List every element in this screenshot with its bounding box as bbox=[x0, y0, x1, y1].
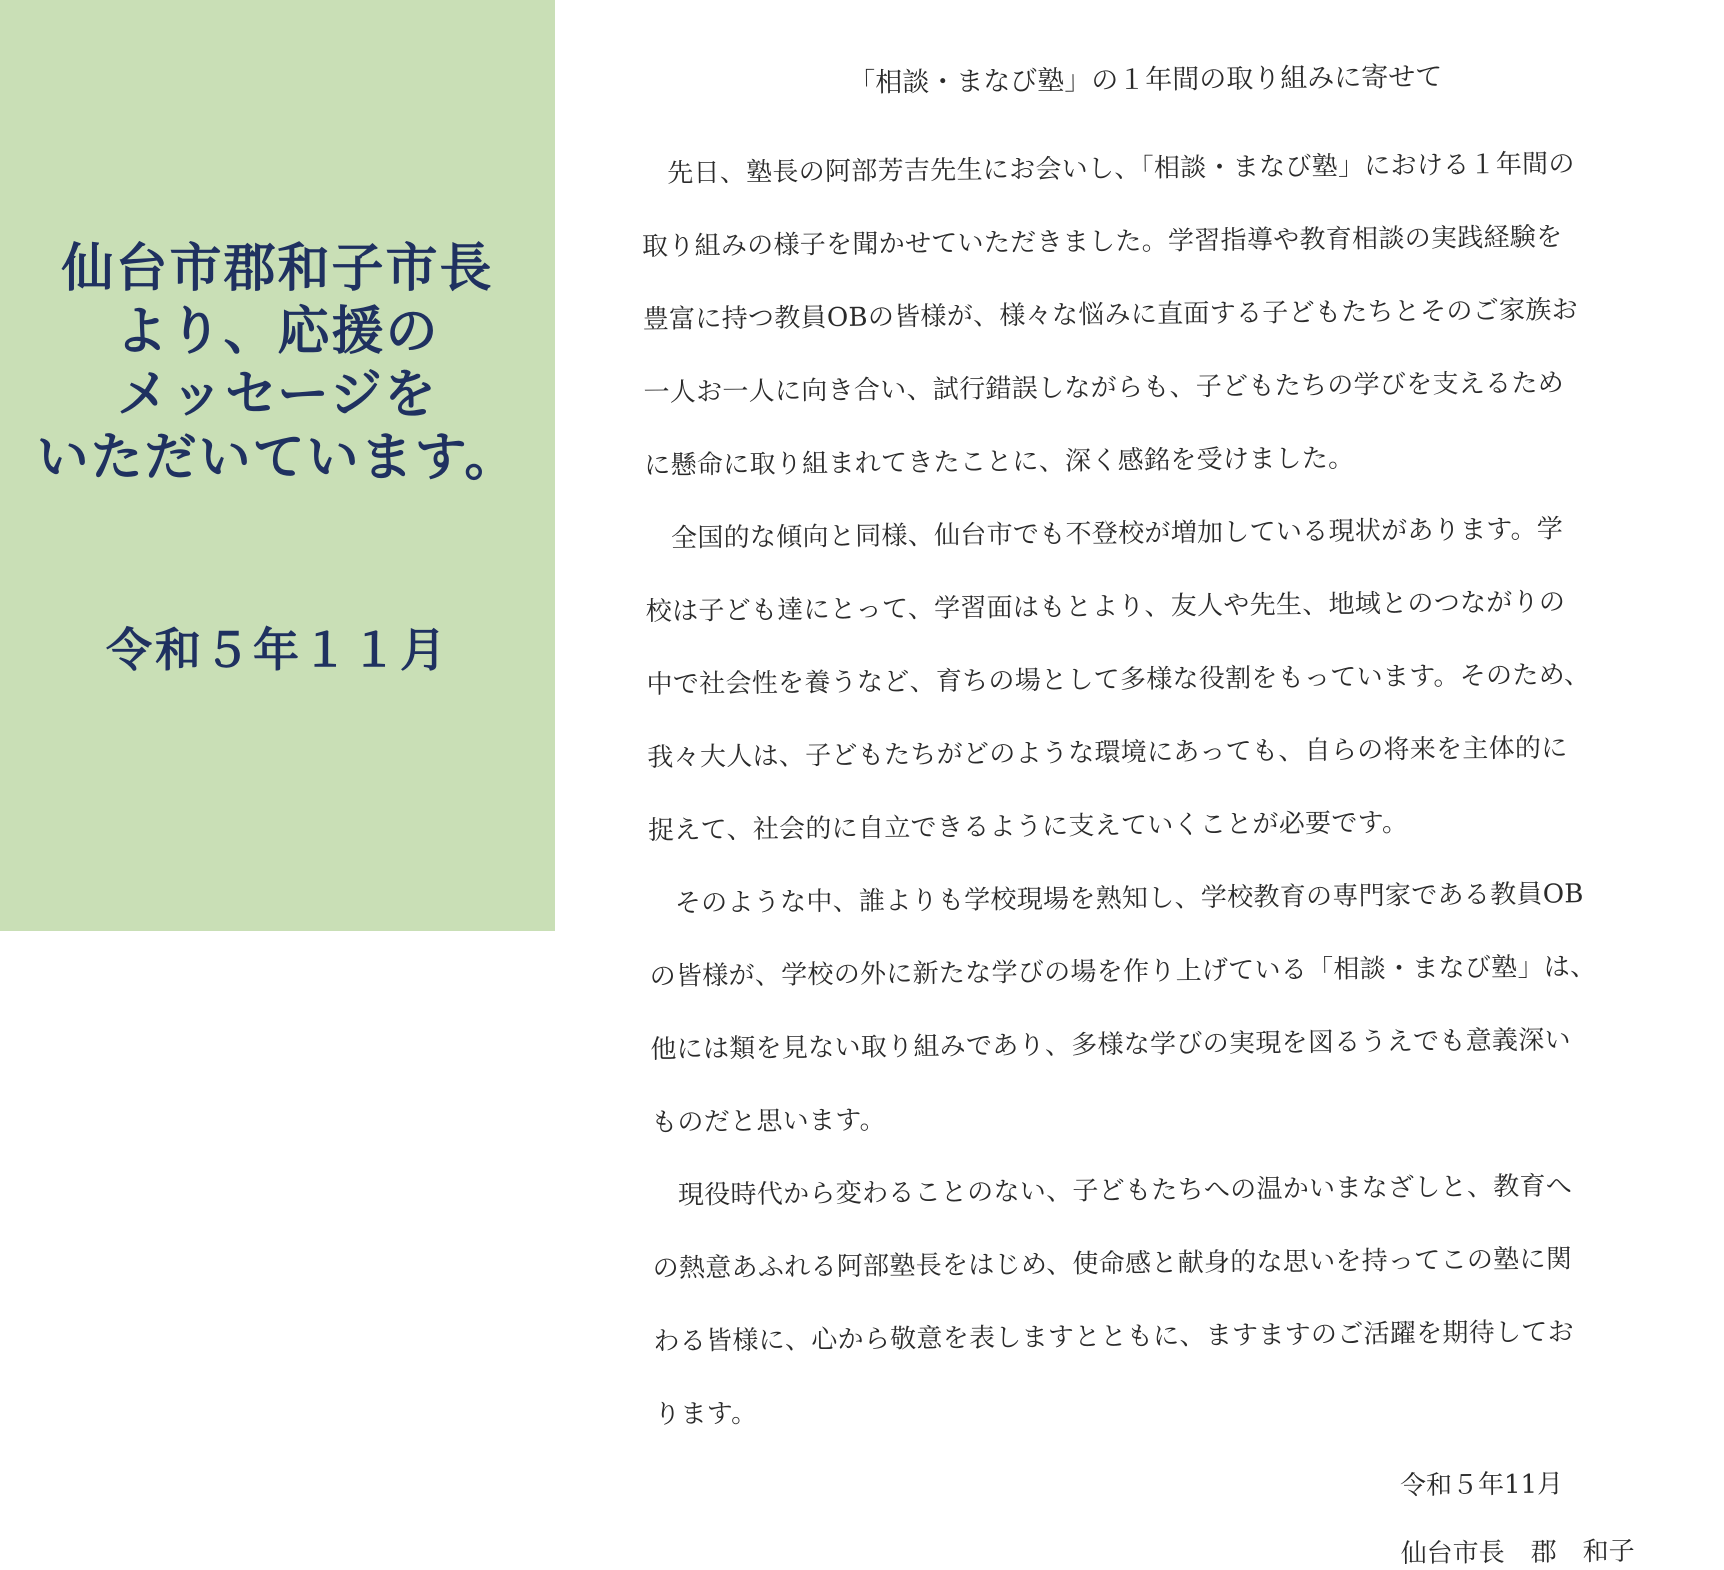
side-heading-line: 仙台市郡和子市長 bbox=[61, 239, 494, 299]
letter-line: ものだと思います。 bbox=[651, 1105, 886, 1138]
letter-line: 捉えて、社会的に自立できるように支えていくことが必要です。 bbox=[647, 807, 1409, 846]
letter-line: 全国的な傾向と同様、仙台市でも不登校が増加している現状があります。学 bbox=[670, 514, 1564, 554]
letter-line: そのような中、誰よりも学校現場を熟知し、学校教育の専門家である教員OB bbox=[674, 879, 1584, 919]
side-date: 令和５年１１月 bbox=[106, 623, 449, 677]
letter-date: 令和５年11月 bbox=[1399, 1469, 1564, 1502]
letter-line: 取り組みの様子を聞かせていただきました。学習指導や教育相談の実践経験を bbox=[641, 222, 1563, 262]
letter-line: の皆様が、学校の外に新たな学びの場を作り上げている「相談・まなび塾」は、 bbox=[649, 952, 1597, 992]
side-heading bbox=[0, 238, 555, 490]
letter-line: 先日、塾長の阿部芳吉先生にお会いし、「相談・まなび塾」における１年間の bbox=[667, 149, 1575, 189]
side-heading-line: いただいています。 bbox=[36, 428, 519, 488]
letter-signature: 仙台市長 郡 和子 bbox=[1400, 1536, 1635, 1570]
side-panel bbox=[0, 0, 555, 931]
letter-line: の熱意あふれる阿部塾長をはじめ、使命感と献身的な思いを持ってこの塾に関 bbox=[652, 1244, 1573, 1284]
letter bbox=[640, 45, 1666, 1570]
letter-title: 「相談・まなび塾」の１年間の取り組みに寄せて bbox=[848, 61, 1443, 99]
letter-line: ります。 bbox=[654, 1398, 758, 1430]
letter-line: 現役時代から変わることのない、子どもたちへの温かいまなざしと、教育へ bbox=[677, 1171, 1573, 1211]
letter-signature-block bbox=[655, 1449, 1666, 1570]
side-heading-line: メッセージを bbox=[117, 365, 438, 425]
letter-body bbox=[641, 127, 1665, 1452]
letter-line: わる皆様に、心から敬意を表しますとともに、ますますのご活躍を期待してお bbox=[653, 1317, 1575, 1357]
letter-line: 我々大人は、子どもたちがどのような環境にあっても、自らの将来を主体的に bbox=[647, 733, 1568, 773]
letter-line: 一人お一人に向き合い、試行錯誤しながらも、子どもたちの学びを支えるため bbox=[643, 368, 1565, 408]
letter-line: 他には類を見ない取り組みであり、多様な学びの実現を図るうえでも意義深い bbox=[650, 1025, 1572, 1065]
side-heading-line: より、応援の bbox=[115, 302, 440, 362]
letter-line: 豊富に持つ教員OBの皆様が、様々な悩みに直面する子どもたちとそのご家族お bbox=[642, 295, 1579, 335]
letter-line: 中で社会性を養うなど、育ちの場として多様な役割をもっています。そのため、 bbox=[646, 660, 1591, 700]
letter-line: 校は子ども達にとって、学習面はもとより、友人や先生、地域とのつながりの bbox=[645, 587, 1566, 627]
letter-line: に懸命に取り組まれてきたことに、深く感銘を受けました。 bbox=[644, 443, 1355, 481]
